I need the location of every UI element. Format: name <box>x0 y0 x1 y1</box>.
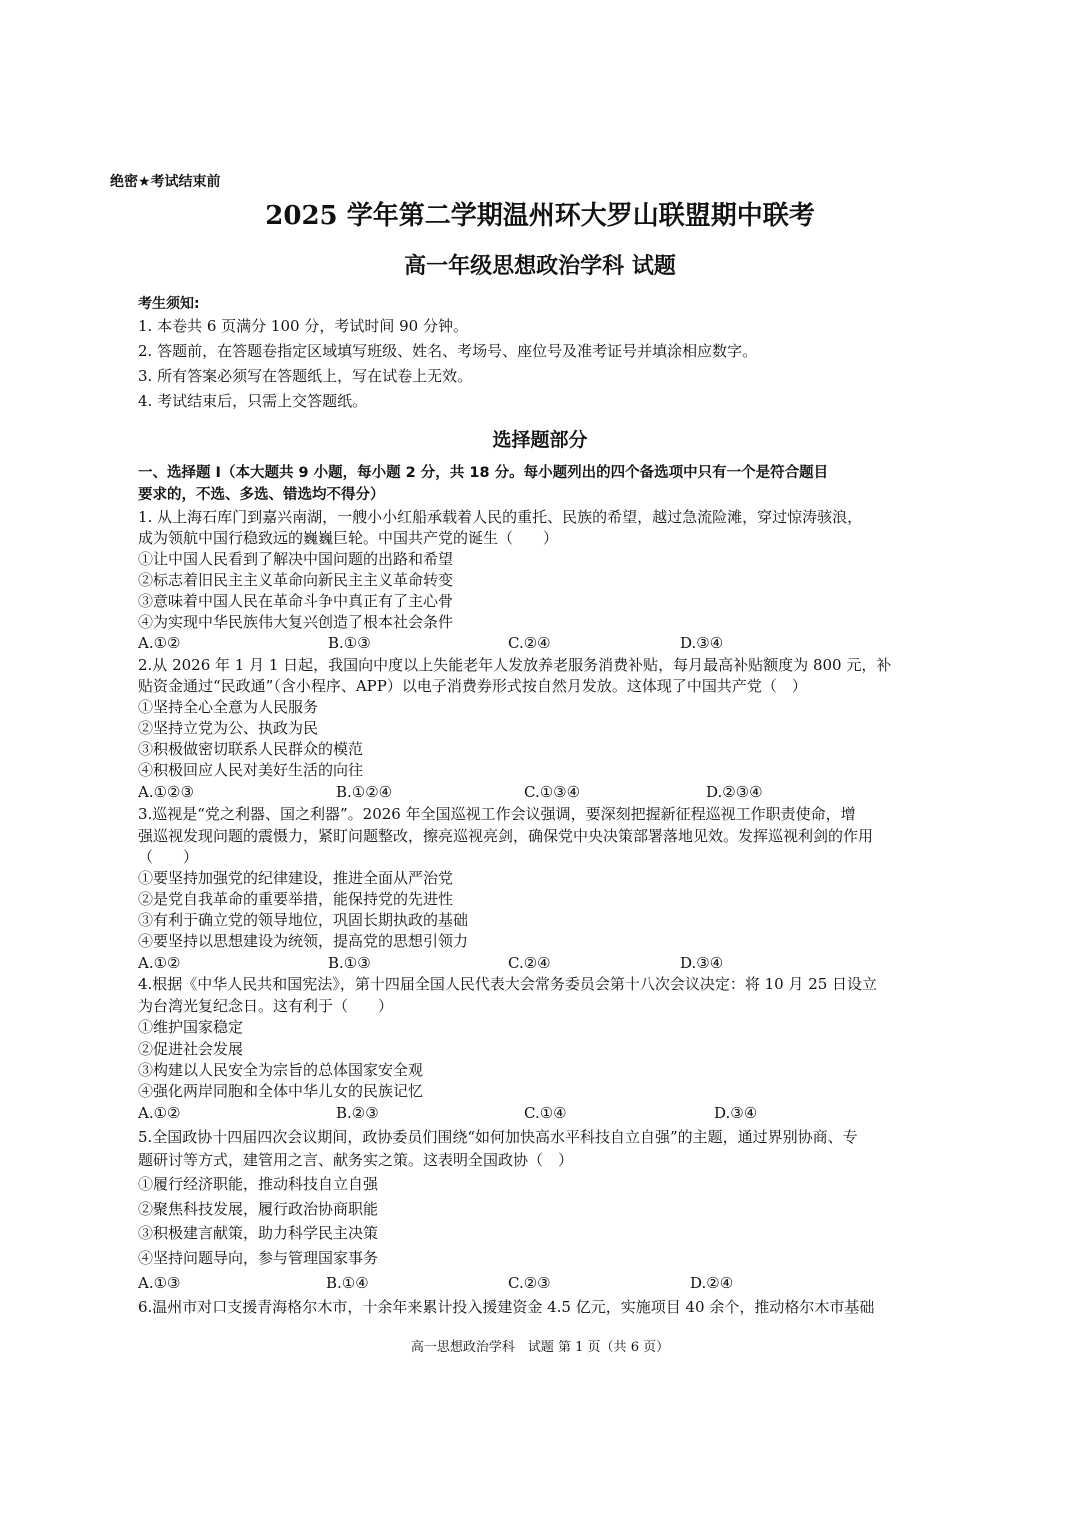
question-line: 题研讨等方式，建管用之言、献务实之策。这表明全国政协（ ） <box>138 1151 574 1169</box>
statement-line: ①让中国人民看到了解决中国问题的出路和希望 <box>138 550 454 568</box>
option-b: B.①②④ <box>336 783 393 801</box>
exam-subtitle: 高一年级思想政治学科 试题 <box>404 253 676 279</box>
option-b: B.②③ <box>336 1104 379 1122</box>
question-line: 5.全国政协十四届四次会议期间，政协委员们围绕“如何加快高水平科技自立自强”的主题，通过界别协商、专 <box>138 1128 858 1146</box>
option-c: C.①④ <box>524 1104 567 1122</box>
statement-line: ①要坚持加强党的纪律建设，推进全面从严治党 <box>138 869 454 887</box>
option-b: B.①④ <box>326 1274 369 1292</box>
statement-line: ④坚持问题导向，参与管理国家事务 <box>138 1249 379 1267</box>
statement-line: ③意味着中国人民在革命斗争中真正有了主心骨 <box>138 592 454 610</box>
statement-line: ①坚持全心全意为人民服务 <box>138 698 319 716</box>
option-a: A.①② <box>138 954 181 972</box>
exam-title: 2025 学年第二学期温州环大罗山联盟期中联考 <box>265 201 815 231</box>
statement-line: ①维护国家稳定 <box>138 1018 244 1036</box>
option-d: D.③④ <box>680 954 724 972</box>
option-c: C.②③ <box>508 1274 551 1292</box>
option-a: A.①② <box>138 634 181 652</box>
question-line: 1. 从上海石库门到嘉兴南湖，一艘小小红船承载着人民的重托、民族的希望，越过急流险滩，穿过惊涛骇浪， <box>138 508 863 526</box>
statement-line: ④强化两岸同胞和全体中华儿女的民族记忆 <box>138 1082 424 1100</box>
notice-heading: 考生须知: <box>138 296 200 312</box>
option-d: D.②③④ <box>706 783 763 801</box>
statement-line: ②聚焦科技发展，履行政治协商职能 <box>138 1200 379 1218</box>
part-heading-line: 要求的，不选、多选、错选均不得分） <box>138 487 385 503</box>
option-b: B.①③ <box>328 634 371 652</box>
option-d: D.③④ <box>680 634 724 652</box>
notice-item: 3. 所有答案必须写在答题纸上，写在试卷上无效。 <box>138 367 473 385</box>
question-line: 强巡视发现问题的震慑力，紧盯问题整改，擦亮巡视亮剑，确保党中央决策部署落地见效。发挥巡视利剑的作用 <box>138 827 874 845</box>
option-d: D.③④ <box>714 1104 758 1122</box>
notice-item: 2. 答题前，在答题卷指定区域填写班级、姓名、考场号、座位号及准考证号并填涂相应数字。 <box>138 342 758 360</box>
option-c: C.②④ <box>508 634 551 652</box>
question-line: 6.温州市对口支援青海格尔木市，十余年来累计投入援建资金 4.5 亿元，实施项目 40 余个，推动格尔木市基础 <box>138 1298 875 1316</box>
statement-line: ②是党自我革命的重要举措，能保持党的先进性 <box>138 890 454 908</box>
section-title: 选择题部分 <box>492 429 588 451</box>
option-a: A.①②③ <box>138 783 194 801</box>
confidential-label: 绝密★考试结束前 <box>110 174 221 190</box>
statement-line: ④要坚持以思想建设为统领，提高党的思想引领力 <box>138 932 469 950</box>
page-footer: 高一思想政治学科 试题 第 1 页（共 6 页） <box>410 1340 670 1355</box>
question-line: 成为领航中国行稳致远的巍巍巨轮。中国共产党的诞生（ ） <box>138 529 559 547</box>
statement-line: ③积极做密切联系人民群众的模范 <box>138 740 364 758</box>
option-d: D.②④ <box>690 1274 734 1292</box>
statement-line: ④为实现中华民族伟大复兴创造了根本社会条件 <box>138 613 454 631</box>
question-line: 2.从 2026 年 1 月 1 日起，我国向中度以上失能老年人发放养老服务消费补贴，每月最高补贴额度为 800 元，补 <box>138 656 892 674</box>
option-b: B.①③ <box>328 954 371 972</box>
statement-line: ①履行经济职能，推动科技自立自强 <box>138 1175 379 1193</box>
question-line: 贴资金通过“民政通”（含小程序、APP）以电子消费券形式按自然月发放。这体现了中国共产党（ ） <box>138 677 807 695</box>
statement-line: ③有利于确立党的领导地位，巩固长期执政的基础 <box>138 911 469 929</box>
statement-line: ②标志着旧民主主义革命向新民主主义革命转变 <box>138 571 454 589</box>
option-a: A.①② <box>138 1104 181 1122</box>
question-line: 为台湾光复纪念日。这有利于（ ） <box>138 997 394 1015</box>
statement-line: ②促进社会发展 <box>138 1040 244 1058</box>
statement-line: ②坚持立党为公、执政为民 <box>138 719 319 737</box>
part-heading-line: 一、选择题 I（本大题共 9 小题，每小题 2 分，共 18 分。每小题列出的四个备选项中只有一个是符合题目 <box>138 465 829 481</box>
statement-line: ④积极回应人民对美好生活的向往 <box>138 761 364 779</box>
question-line: 4.根据《中华人民共和国宪法》，第十四届全国人民代表大会常务委员会第十八次会议决定：将 10 月 25 日设立 <box>138 975 878 993</box>
option-c: C.①③④ <box>524 783 581 801</box>
notice-item: 1. 本卷共 6 页满分 100 分，考试时间 90 分钟。 <box>138 317 468 335</box>
option-a: A.①③ <box>138 1274 181 1292</box>
statement-line: ③构建以人民安全为宗旨的总体国家安全观 <box>138 1061 424 1079</box>
option-c: C.②④ <box>508 954 551 972</box>
question-line: 3.巡视是“党之利器、国之利器”。2026 年全国巡视工作会议强调，要深刻把握新征程巡视工作职责使命，增 <box>138 805 856 823</box>
question-line: （ ） <box>138 848 199 866</box>
statement-line: ③积极建言献策，助力科学民主决策 <box>138 1224 379 1242</box>
notice-item: 4. 考试结束后，只需上交答题纸。 <box>138 392 368 410</box>
